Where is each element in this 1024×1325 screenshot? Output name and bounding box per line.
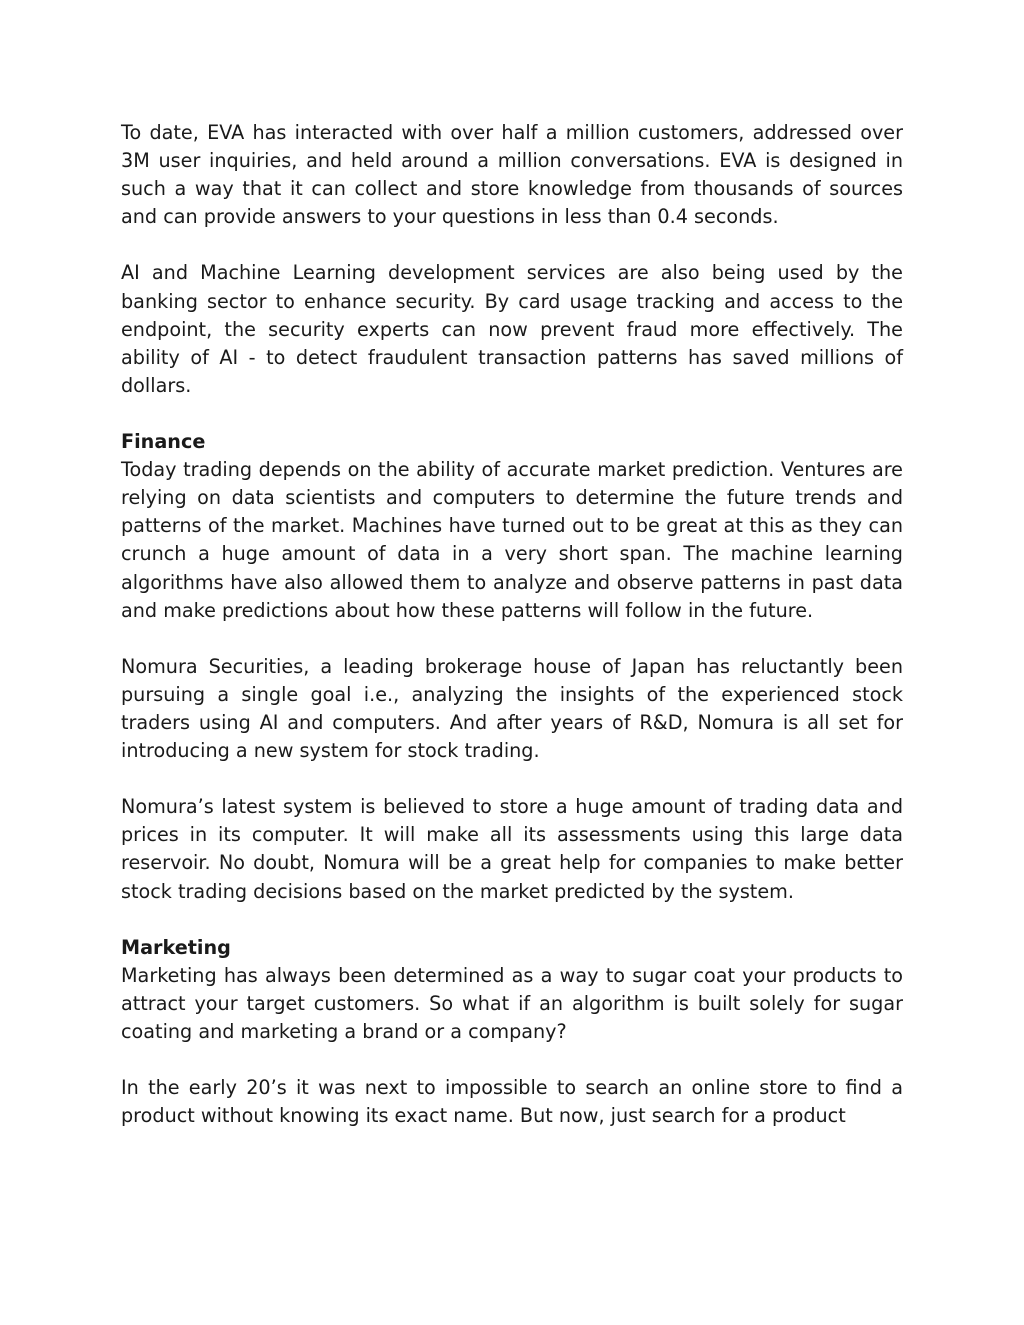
marketing-heading: Marketing bbox=[121, 935, 231, 959]
paragraph-marketing: Marketing has always been determined as a way to sugar coat your products to attract your target customers. So what if an algorithm is built solely for sugar coating and marketing a brand or a company? bbox=[121, 963, 903, 1043]
paragraph-banking-security: AI and Machine Learning development services are also being used by the banking sector to enhance security. By card usage tracking and access to the endpoint, the security experts can now prevent fraud more effectively. The ability of AI - to detect fraudulent transaction patterns has saved millions of dollars. bbox=[121, 261, 903, 397]
paragraph-nomura-system: Nomura’s latest system is believed to store a huge amount of trading data and prices in its computer. It will make all its assessments using this large data reservoir. No doubt, Nomura will be a great help for companies to make better stock trading decisions based on the market predicted by the system. bbox=[121, 795, 903, 903]
document-page bbox=[121, 119, 903, 1130]
paragraph-trading: Today trading depends on the ability of accurate market prediction. Ventures are relying on data scientists and computers to determine the future trends and patterns of the market. Machines have turned out to be great at this as they can crunch a huge amount of data in a very short span. The machine learning algorithms have also allowed them to analyze and observe patterns in past data and make predictions about how these patterns will follow in the future. bbox=[121, 458, 903, 622]
paragraph-eva-stats: To date, EVA has interacted with over half a million customers, addressed over 3M user inquiries, and held around a million conversations. EVA is designed in such a way that it can collect and store knowledge from thousands of sources and can provide answers to your questions in less than 0.4 seconds. bbox=[121, 121, 903, 229]
paragraph-nomura-securities: Nomura Securities, a leading brokerage house of Japan has reluctantly been pursuing a single goal i.e., analyzing the insights of the experienced stock traders using AI and computers. And after years of R&D, Nomura is all set for introducing a new system for stock trading. bbox=[121, 654, 903, 763]
paragraph-online-search: In the early 20’s it was next to impossible to search an online store to find a product without knowing its exact name. But now, just search for a product bbox=[121, 1076, 903, 1128]
finance-heading: Finance bbox=[121, 430, 206, 454]
